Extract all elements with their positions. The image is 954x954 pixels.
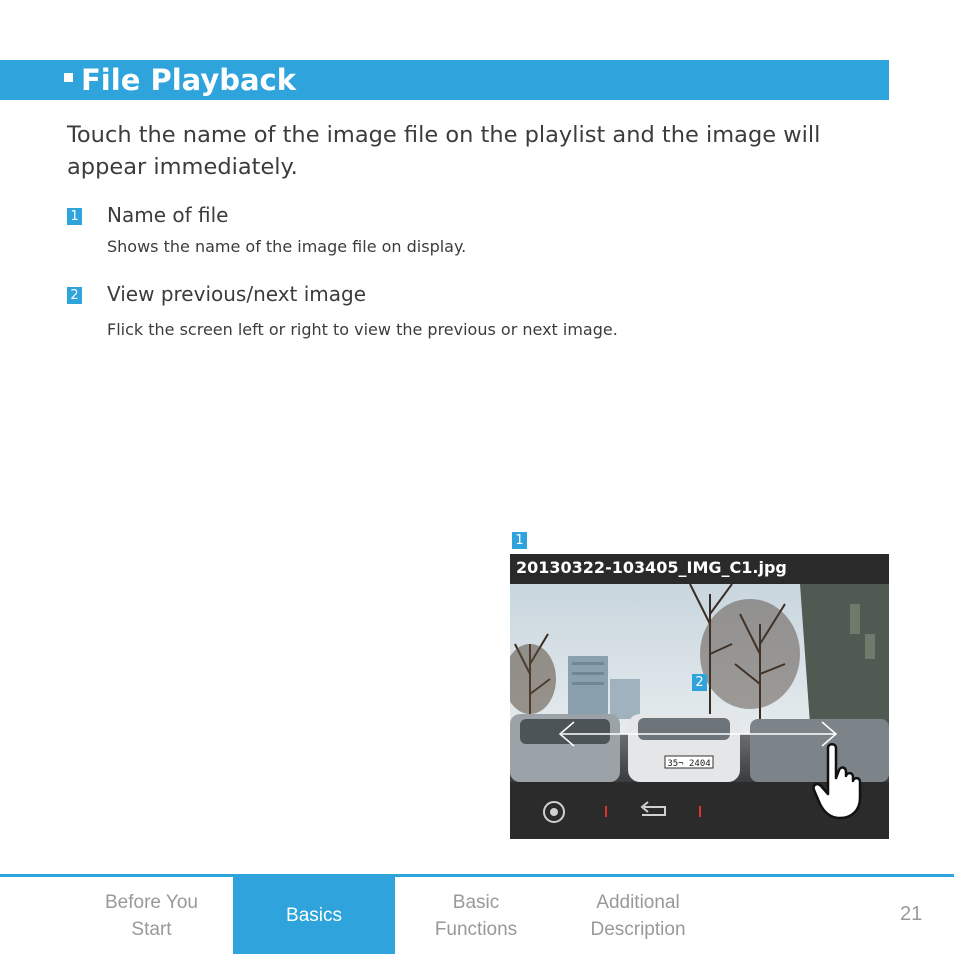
bullet-square-icon [64, 73, 73, 82]
tab-basics[interactable]: Basics [233, 877, 395, 954]
section-title: File Playback [81, 63, 297, 97]
item-title: Name of file [107, 203, 229, 227]
back-icon[interactable] [642, 802, 665, 815]
record-icon[interactable] [544, 802, 564, 822]
number-badge: 2 [67, 287, 82, 304]
tab-additional-description[interactable]: Additional Description [590, 891, 686, 940]
item-description: Flick the screen left or right to view the previous or next image. [107, 320, 618, 339]
item-description: Shows the name of the image file on display. [107, 237, 467, 256]
hand-swipe-icon [812, 742, 864, 820]
callout-badge-1: 1 [512, 532, 527, 549]
filename-label: 20130322-103405_IMG_C1.jpg [516, 558, 787, 577]
filename-bar[interactable] [510, 554, 889, 584]
number-badge: 1 [67, 208, 82, 225]
intro-text: Touch the name of the image file on the playlist and the image will appear immediately. [67, 122, 821, 180]
tab-before-you-start[interactable]: Before You Start [105, 891, 198, 940]
item-title: View previous/next image [107, 282, 367, 306]
callout-badge-2: 2 [692, 674, 707, 691]
license-plate: 35¬ 2404 [667, 759, 711, 769]
section-header [0, 60, 889, 100]
tab-basic-functions[interactable]: Basic Functions [434, 891, 518, 940]
page-number: 21 [900, 903, 923, 925]
